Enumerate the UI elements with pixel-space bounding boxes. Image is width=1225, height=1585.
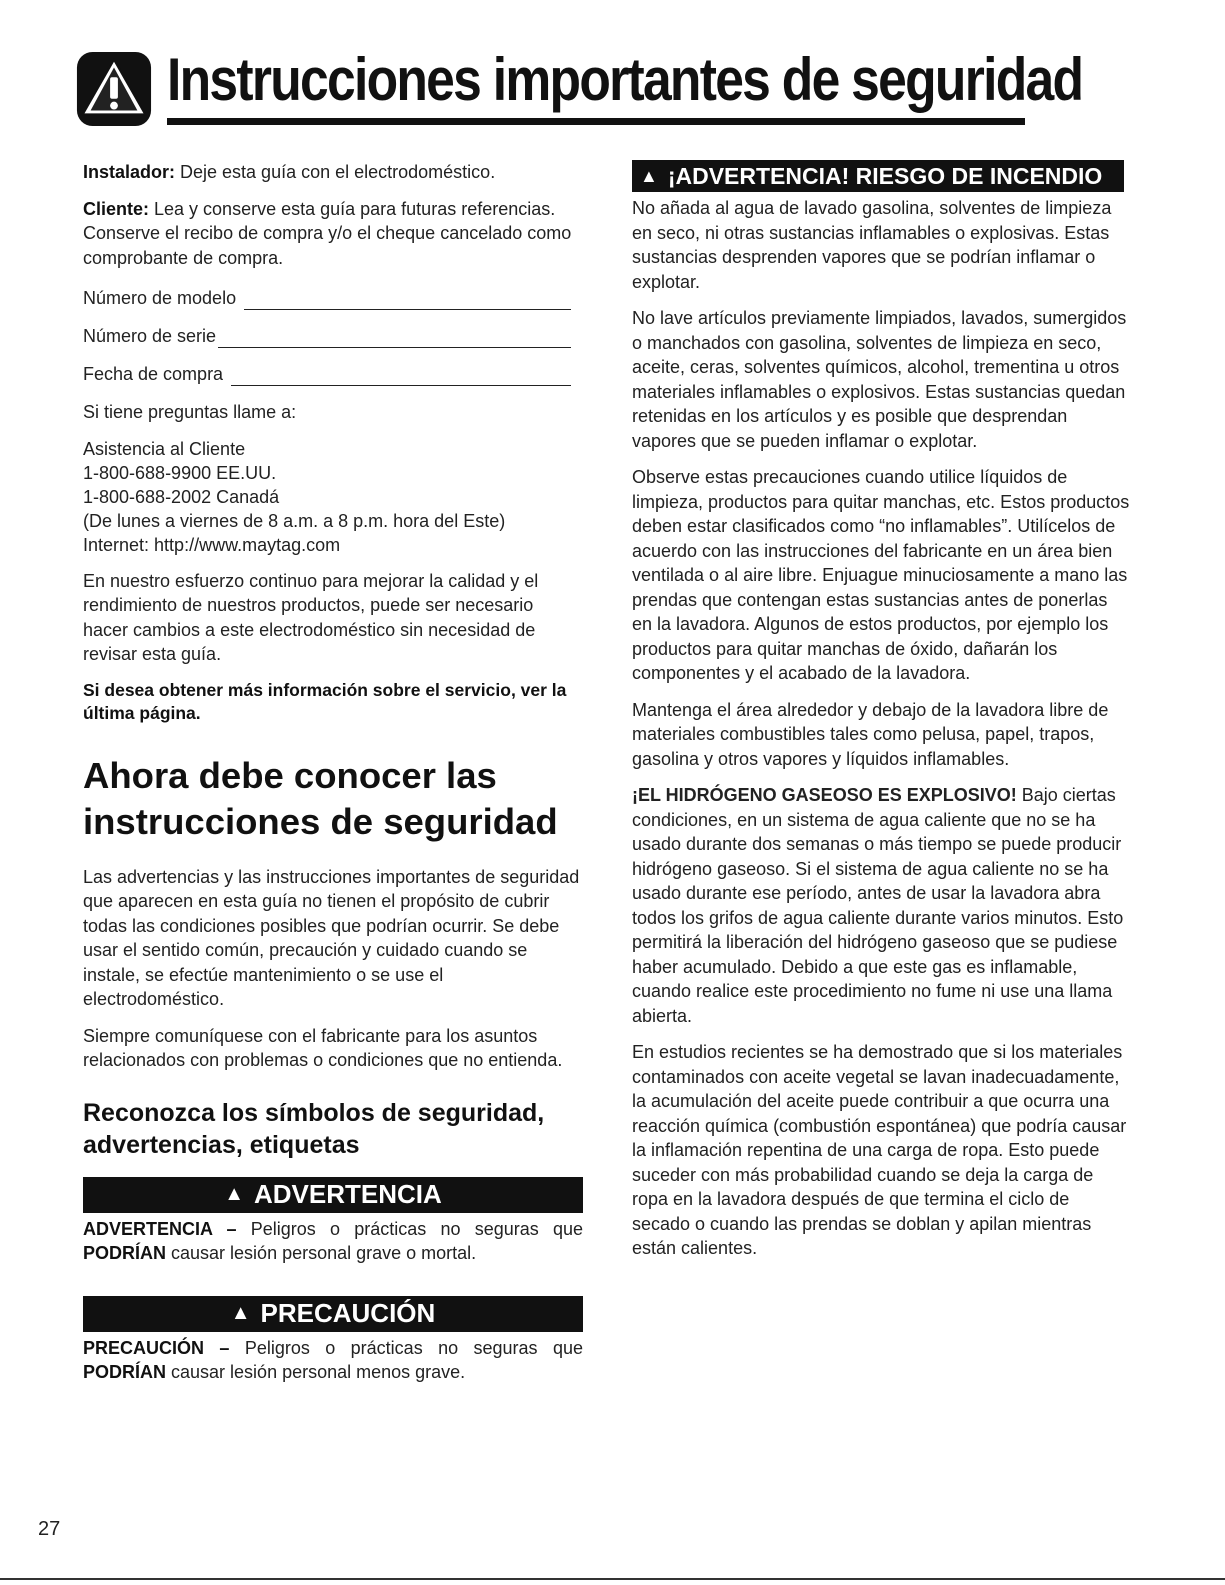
fire-paragraph-3: Observe estas precauciones cuando utilice líquidos de limpieza, productos para quitar manchas, etc. Estos productos deben estar clasificados como “no inflamables”. Utilícelos de acuerdo con las instrucciones del fabricante en un área bien ventilada o al aire libre. Enjuague minuciosamente a mano las prendas que contengan estas sustancias antes de ponerlas en la lavadora. Algunos de estos productos, por ejemplo los productos para quitar manchas de óxido, dañarán los componentes y el acabado de la lavadora.: [632, 467, 1130, 683]
caution-banner: [83, 1296, 583, 1332]
service-note: Si desea obtener más información sobre el servicio, ver la última página.: [83, 679, 567, 723]
caution-text: Peligros o prácticas no seguras que: [244, 1337, 583, 1358]
page-number: 27: [38, 1518, 61, 1540]
fire-banner-label: ¡ADVERTENCIA! RIESGO DE INCENDIO: [667, 162, 1103, 189]
title-underline: [167, 118, 1025, 125]
warning-term: ADVERTENCIA: [83, 1218, 213, 1239]
customer-note: [83, 197, 583, 271]
page-title: Instrucciones importantes de seguridad: [167, 46, 1083, 113]
hydrogen-warning: ¡EL HIDRÓGENO GASEOSO ES EXPLOSIVO!: [632, 785, 1017, 805]
contact-line: 1-800-688-2002 Canadá: [83, 486, 280, 507]
contact-line: 1-800-688-9900 EE.UU.: [83, 462, 277, 483]
warning-triangle-icon: [75, 50, 153, 128]
purchase-date-field[interactable]: [83, 362, 583, 386]
fire-warning-icon: ▲: [640, 165, 658, 186]
blank-line: [244, 292, 571, 310]
contact-line: Asistencia al Cliente: [83, 438, 246, 459]
customer-label: Cliente:: [83, 198, 150, 219]
caution-term: PRECAUCIÓN: [83, 1337, 205, 1358]
hydrogen-paragraph: [632, 783, 1130, 1028]
dash: –: [204, 1337, 245, 1358]
improvement-note: En nuestro esfuerzo continuo para mejorar la calidad y el rendimiento de nuestros productos, puede ser necesario hacer cambios a este electrodoméstico sin necesidad de revisar esta guía.: [83, 570, 539, 664]
serial-number-field[interactable]: [83, 324, 583, 348]
blank-line: [231, 368, 571, 386]
blank-line: [218, 330, 571, 348]
customer-text: Lea y conserve esta guía para futuras referencias. Conserve el recibo de compra y/o el cheque cancelado como comprobante de compra.: [83, 198, 572, 268]
contact-block: [83, 437, 583, 557]
warning-small-icon: ▲: [224, 1183, 244, 1205]
caution-banner-label: PRECAUCIÓN: [260, 1298, 436, 1328]
installer-text: Deje esta guía con el electrodoméstico.: [175, 162, 496, 182]
left-column: [83, 160, 583, 1415]
fire-paragraph-4: Mantenga el área alrededor y debajo de la lavadora libre de materiales combustibles tales como pelusa, papel, trapos, gasolina y otros vapores y líquidos inflamables.: [632, 699, 1109, 769]
field-label: Fecha de compra: [83, 364, 224, 384]
caution-small-icon: ▲: [230, 1302, 251, 1324]
contact-manufacturer-note: Siempre comuníquese con el fabricante para los asuntos relacionados con problemas o condiciones que no entienda.: [83, 1025, 563, 1070]
section-heading: Ahora debe conocer las instrucciones de seguridad: [83, 754, 558, 842]
warning-definition: [83, 1217, 583, 1266]
dash: –: [212, 1218, 251, 1239]
fire-warning-banner: [632, 160, 1124, 192]
fire-paragraph-2: No lave artículos previamente limpiados, lavados, sumergidos o manchados con gasolina, solventes de limpieza en seco, aceite, ceras, solventes químicos, alcohol, trementina u otros materiales inflamables o explosivos. Estas sustancias quedan retenidas en los artículos y es posible que desprendan vapores que se pueden inflamar o explotar.: [632, 308, 1127, 451]
symbols-subheading: Reconozca los símbolos de seguridad, advertencias, etiquetas: [83, 1098, 545, 1159]
warning-strong: PODRÍAN: [83, 1243, 167, 1263]
field-label: Número de modelo: [83, 288, 237, 308]
fire-paragraph-1: No añada al agua de lavado gasolina, solventes de limpieza en seco, ni otras sustancias inflamables o explosivas. Estas sustancias desprenden vapores que se podrían inflamar o explotar.: [632, 198, 1112, 292]
website-link[interactable]: Internet: http://www.maytag.com: [83, 534, 341, 555]
installer-label: Instalador:: [83, 162, 176, 182]
page-header: [75, 40, 1083, 130]
warnings-intro: Las advertencias y las instrucciones importantes de seguridad que aparecen en esta guía no tienen el propósito de cubrir todas las condiciones posibles que podrían ocurrir. Se debe usar el sentido común, precaución y cuidado cuando se instale, se efectúe mantenimiento o se use el electrodoméstico.: [83, 866, 580, 1009]
warning-banner-label: ADVERTENCIA: [254, 1179, 442, 1209]
caution-text-end: causar lesión personal menos grave.: [166, 1362, 466, 1382]
warning-text: Peligros o prácticas no seguras que: [250, 1218, 583, 1239]
warning-text-end: causar lesión personal grave o mortal.: [166, 1243, 477, 1263]
right-column: [632, 160, 1130, 1273]
hydrogen-text: Bajo ciertas condiciones, en un sistema de agua caliente que no se ha usado durante dos semanas o más tiempo se puede producir hidrógeno gaseoso. Si el sistema de agua caliente no se ha usado durante ese período, antes de usar la lavadora abra todos los grifos de agua caliente durante varios minutos. Esto permitirá la liberación del hidrógeno gaseoso que se pudiese haber acumulado. Debido a que este gas es inflamable, cuando realice este procedimiento no fume ni use una llama abierta.: [632, 785, 1124, 1026]
questions-line: Si tiene preguntas llame a:: [83, 402, 297, 422]
caution-definition: [83, 1336, 583, 1385]
caution-strong: PODRÍAN: [83, 1362, 167, 1382]
oil-paragraph: En estudios recientes se ha demostrado que si los materiales contaminados con aceite vegetal se lavan inadecuadamente, la acumulación del aceite puede contribuir a que ocurra una reacción química (combustión espontánea) que podría causar la inflamación repentina de una carga de ropa. Esto puede suceder con más probabilidad cuando se deja la carga de ropa en la lavadora después de que termina el ciclo de secado o cuando las prendas se doblan y apilan mientras están calientes.: [632, 1042, 1127, 1258]
field-label: Número de serie: [83, 326, 217, 346]
installer-note: [83, 160, 583, 185]
model-number-field[interactable]: [83, 286, 583, 310]
warning-banner: [83, 1177, 583, 1213]
contact-line: (De lunes a viernes de 8 a.m. a 8 p.m. hora del Este): [83, 510, 506, 531]
bottom-rule: [0, 1578, 1225, 1580]
